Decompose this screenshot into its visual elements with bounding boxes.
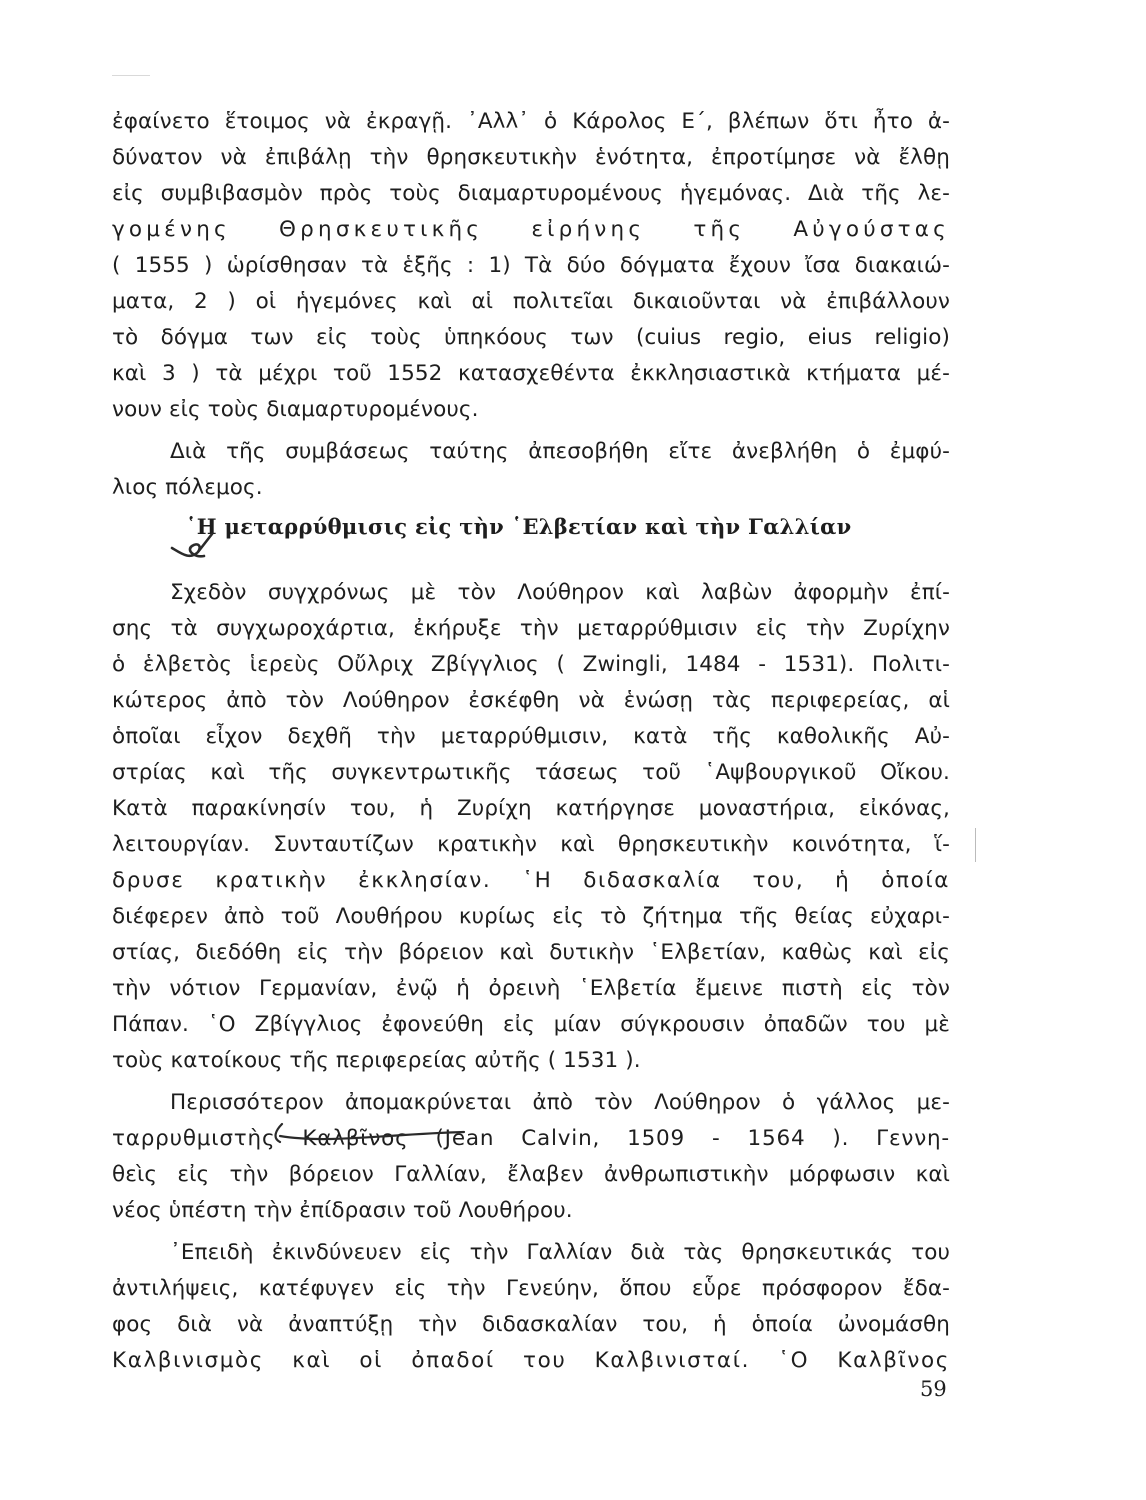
page-number: 59: [920, 1377, 947, 1401]
text-line: κώτερος ἀπὸ τὸν Λούθηρον ἐσκέφθη νὰ ἑνώσῃ τὰς περιφερείας, αἱ: [112, 688, 950, 713]
spaced-text-line: δρυσε κρατικὴν ἐκκλησίαν. ῾Η διδασκαλία του, ἡ ὁποία: [112, 868, 950, 893]
text-line-last: τοὺς κατοίκους τῆς περιφερείας αὐτῆς ( 1531 ).: [112, 1048, 641, 1073]
text-line: εἰς συμβιβασμὸν πρὸς τοὺς διαμαρτυρομένους ἡγεμόνας. Διὰ τῆς λε-: [112, 181, 950, 206]
text-line: Διὰ τῆς συμβάσεως ταύτης ἀπεσοβήθη εἴτε ἀνεβλήθη ὁ ἐμφύ-: [170, 439, 950, 464]
text-line: καὶ 3 ) τὰ μέχρι τοῦ 1552 κατασχεθέντα ἐκκλησιαστικὰ κτήματα μέ-: [112, 361, 950, 386]
paragraph-block-1: [112, 104, 950, 506]
text-line: διέφερεν ἀπὸ τοῦ Λουθήρου κυρίως εἰς τὸ ζήτημα τῆς θείας εὐχαρι-: [112, 904, 950, 929]
text-line-last: λιος πόλεμος.: [112, 475, 263, 500]
text-line: φος διὰ νὰ ἀναπτύξῃ τὴν διδασκαλίαν του, ἡ ὁποία ὠνομάσθη: [112, 1312, 950, 1337]
text-line: θεὶς εἰς τὴν βόρειον Γαλλίαν, ἔλαβεν ἀνθρωπιστικὴν μόρφωσιν καὶ: [112, 1162, 950, 1187]
text-line: ᾿Επειδὴ ἐκινδύνευεν εἰς τὴν Γαλλίαν διὰ τὰς θρησκευτικάς του: [170, 1240, 950, 1265]
text-line: λειτουργίαν. Συνταυτίζων κρατικὴν καὶ θρησκευτικὴν κοινότητα, ἵ-: [112, 832, 950, 857]
section-heading: ῾Η μεταρρύθμισις εἰς τὴν ῾Ελβετίαν καὶ τὴν Γαλλίαν: [186, 514, 852, 539]
text-line: Κατὰ παρακίνησίν του, ἡ Ζυρίχη κατήργησε μοναστήρια, εἰκόνας,: [112, 796, 950, 821]
spaced-text-line: γομένης Θρησκευτικῆς εἰρήνης τῆς Αὐγούστας: [112, 217, 950, 242]
text-line: ( 1555 ) ὡρίσθησαν τὰ ἑξῆς : 1) Τὰ δύο δόγματα ἔχουν ἴσα διακαιώ-: [112, 253, 950, 278]
text-line: ὁποῖαι εἶχον δεχθῆ τὴν μεταρρύθμισιν, κατὰ τῆς καθολικῆς Αὐ-: [112, 724, 950, 749]
text-line: τὴν νότιον Γερμανίαν, ἐνῷ ἡ ὀρεινὴ ῾Ελβετία ἔμεινε πιστὴ εἰς τὸν: [112, 976, 950, 1001]
text-line-last: νουν εἰς τοὺς διαμαρτυρομένους.: [112, 397, 479, 422]
text-line: τὸ δόγμα των εἰς τοὺς ὑπηκόους των (cuius regio, eius religio): [112, 325, 950, 350]
scan-edge-line: [112, 75, 150, 76]
text-line: ματα, 2 ) οἱ ἡγεμόνες καὶ αἱ πολιτεῖαι δικαιοῦνται νὰ ἐπιβάλλουν: [112, 289, 950, 314]
scan-margin-line: [975, 828, 976, 862]
text-line: σης τὰ συγχωροχάρτια, ἐκήρυξε τὴν μεταρρύθμισιν εἰς τὴν Ζυρίχην: [112, 616, 950, 641]
text-line: Περισσότερον ἀπομακρύνεται ἀπὸ τὸν Λούθηρον ὁ γάλλος με-: [170, 1090, 950, 1115]
text-line: στρίας καὶ τῆς συγκεντρωτικῆς τάσεως τοῦ ῾Αψβουργικοῦ Οἴκου.: [112, 760, 950, 785]
text-line: ὁ ἑλβετὸς ἱερεὺς Οὔλριχ Ζβίγγλιος ( Zwingli, 1484 - 1531). Πολιτι-: [112, 652, 950, 677]
text-line: Πάπαν. ῾Ο Ζβίγγλιος ἐφονεύθη εἰς μίαν σύγκρουσιν ὀπαδῶν του μὲ: [112, 1012, 950, 1037]
spaced-text-line: ταρρυθμιστὴς Καλβῖνος (Jean Calvin, 1509 - 1564 ). Γεννη-: [112, 1126, 950, 1151]
text-line: στίας, διεδόθη εἰς τὴν βόρειον καὶ δυτικὴν ῾Ελβετίαν, καθὼς καὶ εἰς: [112, 940, 950, 965]
paragraph-block-2: [112, 575, 950, 1379]
text-line: δύνατον νὰ ἐπιβάλῃ τὴν θρησκευτικὴν ἑνότητα, ἐπροτίμησε νὰ ἔλθῃ: [112, 145, 950, 170]
text-line: ἀντιλήψεις, κατέφυγεν εἰς τὴν Γενεύην, ὅπου εὗρε πρόσφορον ἔδα-: [112, 1276, 950, 1301]
text-line: ἐφαίνετο ἕτοιμος νὰ ἐκραγῇ. ᾿Αλλ᾿ ὁ Κάρολος Ε΄, βλέπων ὅτι ἦτο ἀ-: [112, 109, 950, 134]
spaced-text-line: Καλβινισμὸς καὶ οἱ ὀπαδοί του Καλβινισταί. ῾Ο Καλβῖνος: [112, 1348, 950, 1373]
text-line-last: νέος ὑπέστη τὴν ἐπίδρασιν τοῦ Λουθήρου.: [112, 1198, 573, 1223]
text-line: Σχεδὸν συγχρόνως μὲ τὸν Λούθηρον καὶ λαβὼν ἀφορμὴν ἐπί-: [170, 580, 950, 605]
